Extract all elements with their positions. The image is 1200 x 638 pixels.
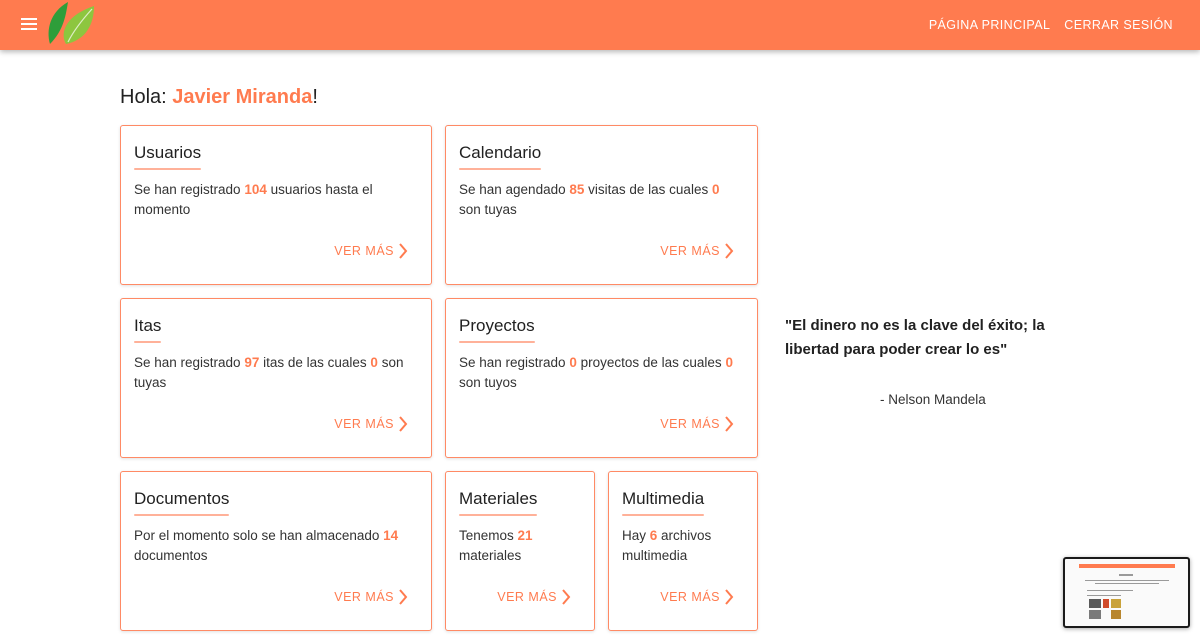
ver-mas-button[interactable] xyxy=(660,416,734,432)
nav-logout-link[interactable]: CERRAR SESIÓN xyxy=(1064,18,1173,32)
card-text-part: Se han registrado xyxy=(134,182,245,197)
ver-mas-button[interactable] xyxy=(497,589,571,605)
ver-mas-label: VER MÁS xyxy=(334,417,394,431)
ver-mas-button[interactable] xyxy=(334,589,408,605)
thumbnail-line xyxy=(1095,583,1159,584)
own-itas-count: 0 xyxy=(370,355,378,370)
card-multimedia xyxy=(608,471,758,631)
card-text xyxy=(134,353,415,393)
screen-preview-thumbnail[interactable] xyxy=(1063,557,1190,628)
leaf-logo-icon[interactable] xyxy=(46,0,96,46)
card-text-part: archivos multimedia xyxy=(622,528,712,563)
greeting xyxy=(120,86,318,109)
ver-mas-label: VER MÁS xyxy=(334,244,394,258)
card-title: Multimedia xyxy=(622,489,704,516)
card-text xyxy=(622,526,741,566)
thumbnail-image xyxy=(1103,599,1109,608)
card-text-part: proyectos de las cuales xyxy=(576,355,726,370)
card-text-part: Tenemos xyxy=(459,528,518,543)
card-text-part: son tuyas xyxy=(134,355,404,390)
card-text-part: son tuyos xyxy=(459,375,517,390)
card-title: Calendario xyxy=(459,143,541,170)
thumbnail-image xyxy=(1111,599,1121,608)
ver-mas-label: VER MÁS xyxy=(497,590,557,604)
greeting-prefix: Hola: xyxy=(120,86,173,108)
own-visits-count: 0 xyxy=(711,182,720,197)
card-text xyxy=(459,526,578,566)
card-title: Materiales xyxy=(459,489,537,516)
card-documentos xyxy=(120,471,432,631)
thumbnail-line xyxy=(1119,574,1133,576)
ver-mas-label: VER MÁS xyxy=(660,590,720,604)
chevron-right-icon xyxy=(398,416,408,432)
card-calendario xyxy=(445,125,758,285)
card-text-part: Se han registrado xyxy=(134,355,245,370)
itas-count: 97 xyxy=(244,355,260,370)
card-text-part: documentos xyxy=(134,548,208,563)
documents-count: 14 xyxy=(383,528,399,543)
chevron-right-icon xyxy=(398,589,408,605)
chevron-right-icon xyxy=(724,416,734,432)
ver-mas-label: VER MÁS xyxy=(334,590,394,604)
card-text-part: Por el momento solo se han almacenado xyxy=(134,528,384,543)
ver-mas-button[interactable] xyxy=(334,243,408,259)
ver-mas-button[interactable] xyxy=(660,589,734,605)
card-text xyxy=(134,526,415,566)
nav-home-link[interactable]: PÁGINA PRINCIPAL xyxy=(928,18,1051,32)
thumbnail-image xyxy=(1111,610,1121,619)
card-text-part: son tuyas xyxy=(459,202,517,217)
card-text xyxy=(459,180,741,220)
projects-count: 0 xyxy=(569,355,577,370)
ver-mas-label: VER MÁS xyxy=(660,244,720,258)
chevron-right-icon xyxy=(724,589,734,605)
thumbnail-line xyxy=(1087,595,1121,596)
card-text-part: usuarios hasta el momento xyxy=(134,182,373,217)
card-title: Proyectos xyxy=(459,316,535,343)
card-materiales xyxy=(445,471,595,631)
card-text-part: visitas de las cuales xyxy=(584,182,712,197)
card-title: Itas xyxy=(134,316,161,343)
card-text xyxy=(459,353,741,393)
chevron-right-icon xyxy=(561,589,571,605)
quote-text: "El dinero no es la clave del éxito; la libertad para poder crear lo es" xyxy=(785,317,1045,358)
thumbnail-line xyxy=(1085,580,1169,581)
thumbnail-line xyxy=(1087,590,1133,591)
chevron-right-icon xyxy=(724,243,734,259)
card-proyectos xyxy=(445,298,758,458)
media-count: 6 xyxy=(649,528,658,543)
card-text-part: Se han agendado xyxy=(459,182,570,197)
quote-author: - Nelson Mandela xyxy=(880,392,986,407)
materials-count: 21 xyxy=(517,528,533,543)
top-app-bar xyxy=(0,0,1200,50)
card-text-part: Se han registrado xyxy=(459,355,570,370)
user-name: Javier Miranda xyxy=(172,86,313,108)
ver-mas-button[interactable] xyxy=(660,243,734,259)
own-projects-count: 0 xyxy=(725,355,733,370)
card-title: Usuarios xyxy=(134,143,201,170)
card-title: Documentos xyxy=(134,489,229,516)
card-usuarios xyxy=(120,125,432,285)
ver-mas-label: VER MÁS xyxy=(660,417,720,431)
hamburger-menu-icon[interactable] xyxy=(21,17,39,31)
thumbnail-image xyxy=(1089,599,1101,608)
top-nav xyxy=(915,0,1173,50)
ver-mas-button[interactable] xyxy=(334,416,408,432)
thumbnail-header-bar xyxy=(1079,564,1175,568)
visits-count: 85 xyxy=(569,182,585,197)
card-text xyxy=(134,180,415,220)
card-text-part: Hay xyxy=(622,528,650,543)
greeting-suffix: ! xyxy=(312,86,318,108)
card-text-part: itas de las cuales xyxy=(259,355,371,370)
chevron-right-icon xyxy=(398,243,408,259)
thumbnail-image xyxy=(1089,610,1101,619)
card-itas xyxy=(120,298,432,458)
card-text-part: materiales xyxy=(459,548,522,563)
users-count: 104 xyxy=(244,182,267,197)
